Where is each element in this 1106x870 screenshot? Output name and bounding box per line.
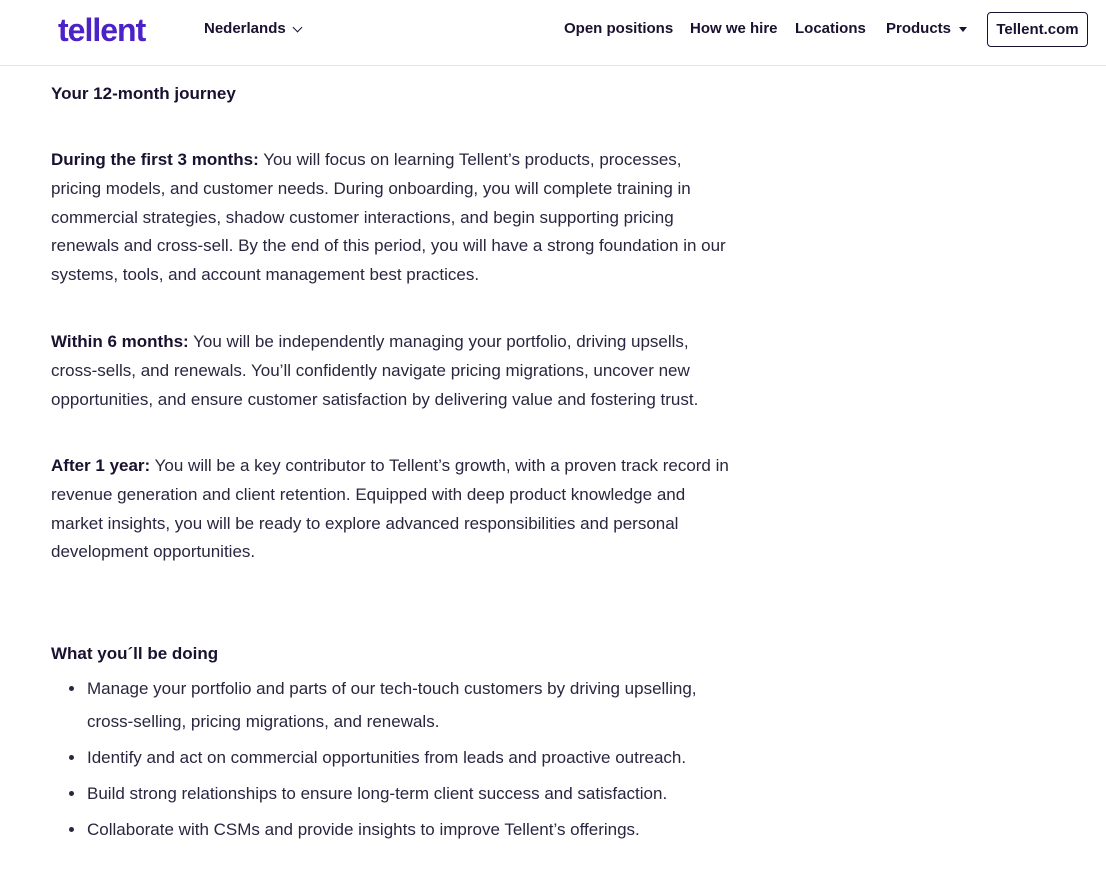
language-selector[interactable] (204, 20, 301, 38)
nav-products[interactable] (886, 20, 967, 38)
doing-title: What you´ll be doing (51, 644, 219, 663)
phase-1-year-label: After 1 year: (51, 456, 151, 475)
language-label: Nederlands (204, 20, 286, 37)
nav-open-positions[interactable]: Open positions (564, 20, 674, 37)
phase-6-months-label: Within 6 months: (51, 332, 189, 351)
chevron-down-icon (292, 22, 302, 32)
phase-6-months-text: You will be independently managing your portfolio, driving upsells, cross-sells, and renewals. You’ll confidently navigate pricing migrations, uncover new opportunities, and ensure customer satisfaction by delivering value and fostering trust. (51, 332, 699, 409)
list-item: Build strong relationships to ensure long-term client success and satisfaction. (51, 777, 731, 810)
site-header (0, 0, 1106, 66)
task-list (51, 672, 731, 849)
phase-3-months-text: You will focus on learning Tellent’s products, processes, pricing models, and customer needs. During onboarding, you will complete training in commercial strategies, shadow customer interactions, and begin supporting pricing renewals and cross-sell. By the end of this period, you will have a strong foundation in our systems, tools, and account management best practices. (51, 150, 726, 284)
caret-down-icon (959, 27, 967, 32)
list-item: Identify and act on commercial opportunities from leads and proactive outreach. (51, 741, 731, 774)
journey-title: Your 12-month journey (51, 84, 236, 103)
phase-6-months (51, 328, 731, 414)
phase-3-months-label: During the first 3 months: (51, 150, 259, 169)
tellent-logo[interactable]: tellent (58, 12, 146, 48)
list-item: Manage your portfolio and parts of our tech-touch customers by driving upselling, cross-selling, pricing migrations, and renewals. (51, 672, 731, 738)
nav-locations[interactable]: Locations (795, 20, 866, 37)
list-item: Collaborate with CSMs and provide insights to improve Tellent’s offerings. (51, 813, 731, 846)
nav-how-we-hire[interactable]: How we hire (690, 20, 778, 37)
tellent-com-button[interactable]: Tellent.com (987, 12, 1088, 47)
phase-3-months (51, 146, 731, 290)
phase-1-year (51, 452, 731, 567)
nav-products-label: Products (886, 20, 952, 37)
phase-1-year-text: You will be a key contributor to Tellent’s growth, with a proven track record in revenue generation and client retention. Equipped with deep product knowledge and market insights, you will be ready to explore advanced responsibilities and personal development opportunities. (51, 456, 729, 562)
